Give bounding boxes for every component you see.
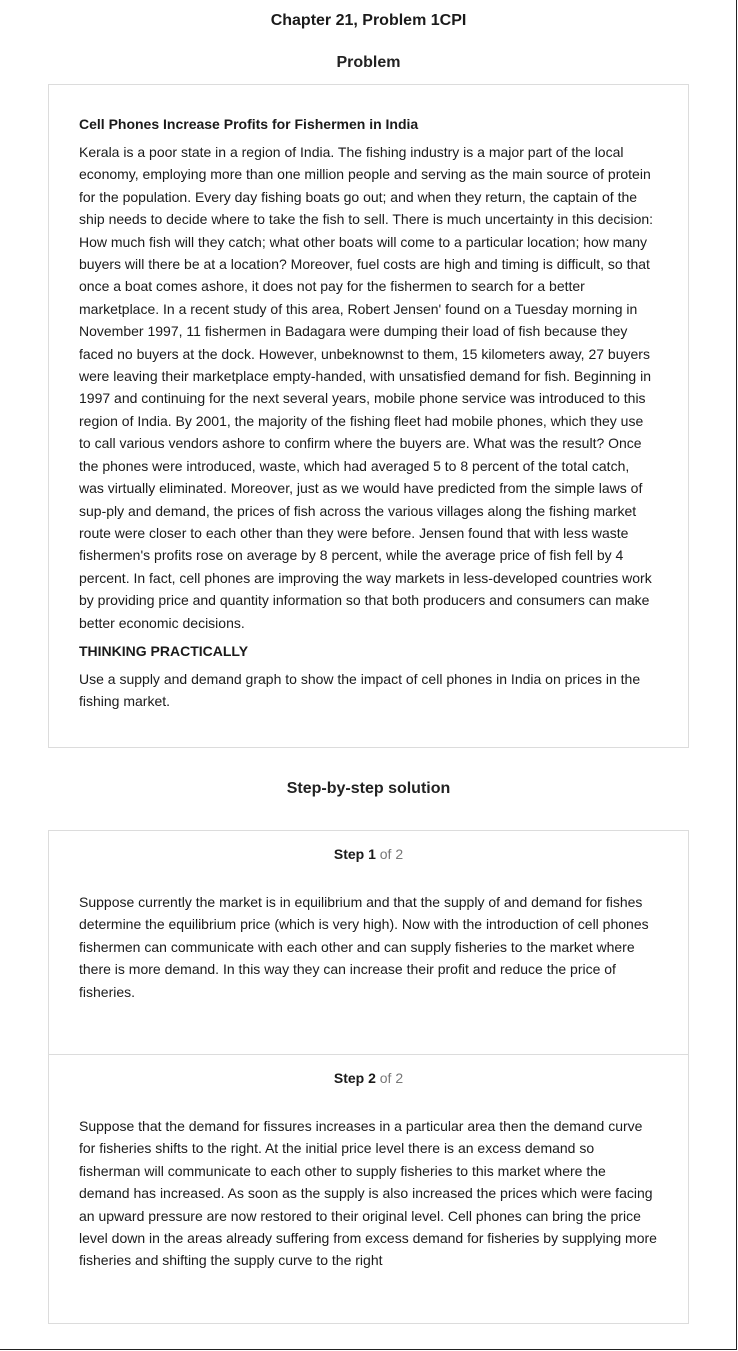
step-2-header [79,1069,658,1087]
problem-card [48,84,689,748]
problem-question: Use a supply and demand graph to show the impact of cell phones in India on prices in the fishing market. [79,670,641,710]
thinking-practically-label: THINKING PRACTICALLY [79,642,249,659]
solution-heading: Step-by-step solution [286,780,451,797]
step-1-header [79,845,658,863]
problem-body: Kerala is a poor state in a region of India. The fishing industry is a major part of the local economy, employing more than one million people and serving as the main source of protein for the population. Every day fishing boats go out; and when they return, the captain of the ship needs to decide where to take the fish to sell. There is much uncertainty in this decision: How much fish will they catch; what other boats will come to a particular location; how many buyers will there be at a location? Moreover, fuel costs are high and timing is difficult, so that once a boat comes ashore, it does not pay for the fishermen to search for a better marketplace. In a recent study of this area, Robert Jensen' found on a Tuesday morning in November 1997, 11 fishermen in Badagara were dumping their load of fish because they faced no buyers at the dock. However, unbeknownst to them, 15 kilometers away, 27 buyers were leaving their marketplace empty-handed, with unsatisfied demand for fish. Beginning in 1997 and continuing for the next several years, mobile phone service was introduced to this region of India. By 2001, the majority of the fishing fleet had mobile phones, which they use to call various vendors ashore to confirm where the buyers are. What was the result? Once the phones were introduced, waste, which had averaged 5 to 8 percent of the total catch, was virtually eliminated. Moreover, just as we would have predicted from the simple laws of sup-ply and demand, the prices of fish across the various villages along the fishing market route were closer to each other than they were before. Jensen found that with less waste fishermen's profits rose on average by 8 percent, while the average price of fish fell by 4 percent. In fact, cell phones are improving the way markets in less-developed countries work by providing price and quantity information so that both producers and consumers can make better economic decisions. [79,144,654,631]
step-2-count: of 2 [379,1070,404,1086]
chapter-title: Chapter 21, Problem 1CPI [270,12,467,29]
solution-steps-card [48,830,689,1324]
step-2-label: Step 2 [333,1070,376,1086]
step-2 [49,1055,688,1323]
problem-heading: Problem [336,54,401,71]
step-1-label: Step 1 [333,846,376,862]
step-1-count: of 2 [379,846,404,862]
step-1-text: Suppose currently the market is in equilibrium and that the supply of and demand for fishes determine the equilibrium price (which is very high). Now with the introduction of cell phones fishermen can communicate with each other and can supply fisheries to the market where there is more demand. In this way they can increase their profit and reduce the price of fisheries. [79,894,649,1000]
problem-subtitle: Cell Phones Increase Profits for Fishermen in India [79,116,419,132]
step-2-text: Suppose that the demand for fissures increases in a particular area then the demand curve for fisheries shifts to the right. At the initial price level there is an excess demand so fisherman will communicate to each other to supply fisheries to this market where the demand has increased. As soon as the supply is also increased the prices which were facing an upward pressure are now restored to their original level. Cell phones can bring the price level down in the areas already suffering from excess demand for fisheries by supplying more fisheries and shifting the supply curve to the right [79,1118,657,1269]
step-1 [49,831,688,1055]
